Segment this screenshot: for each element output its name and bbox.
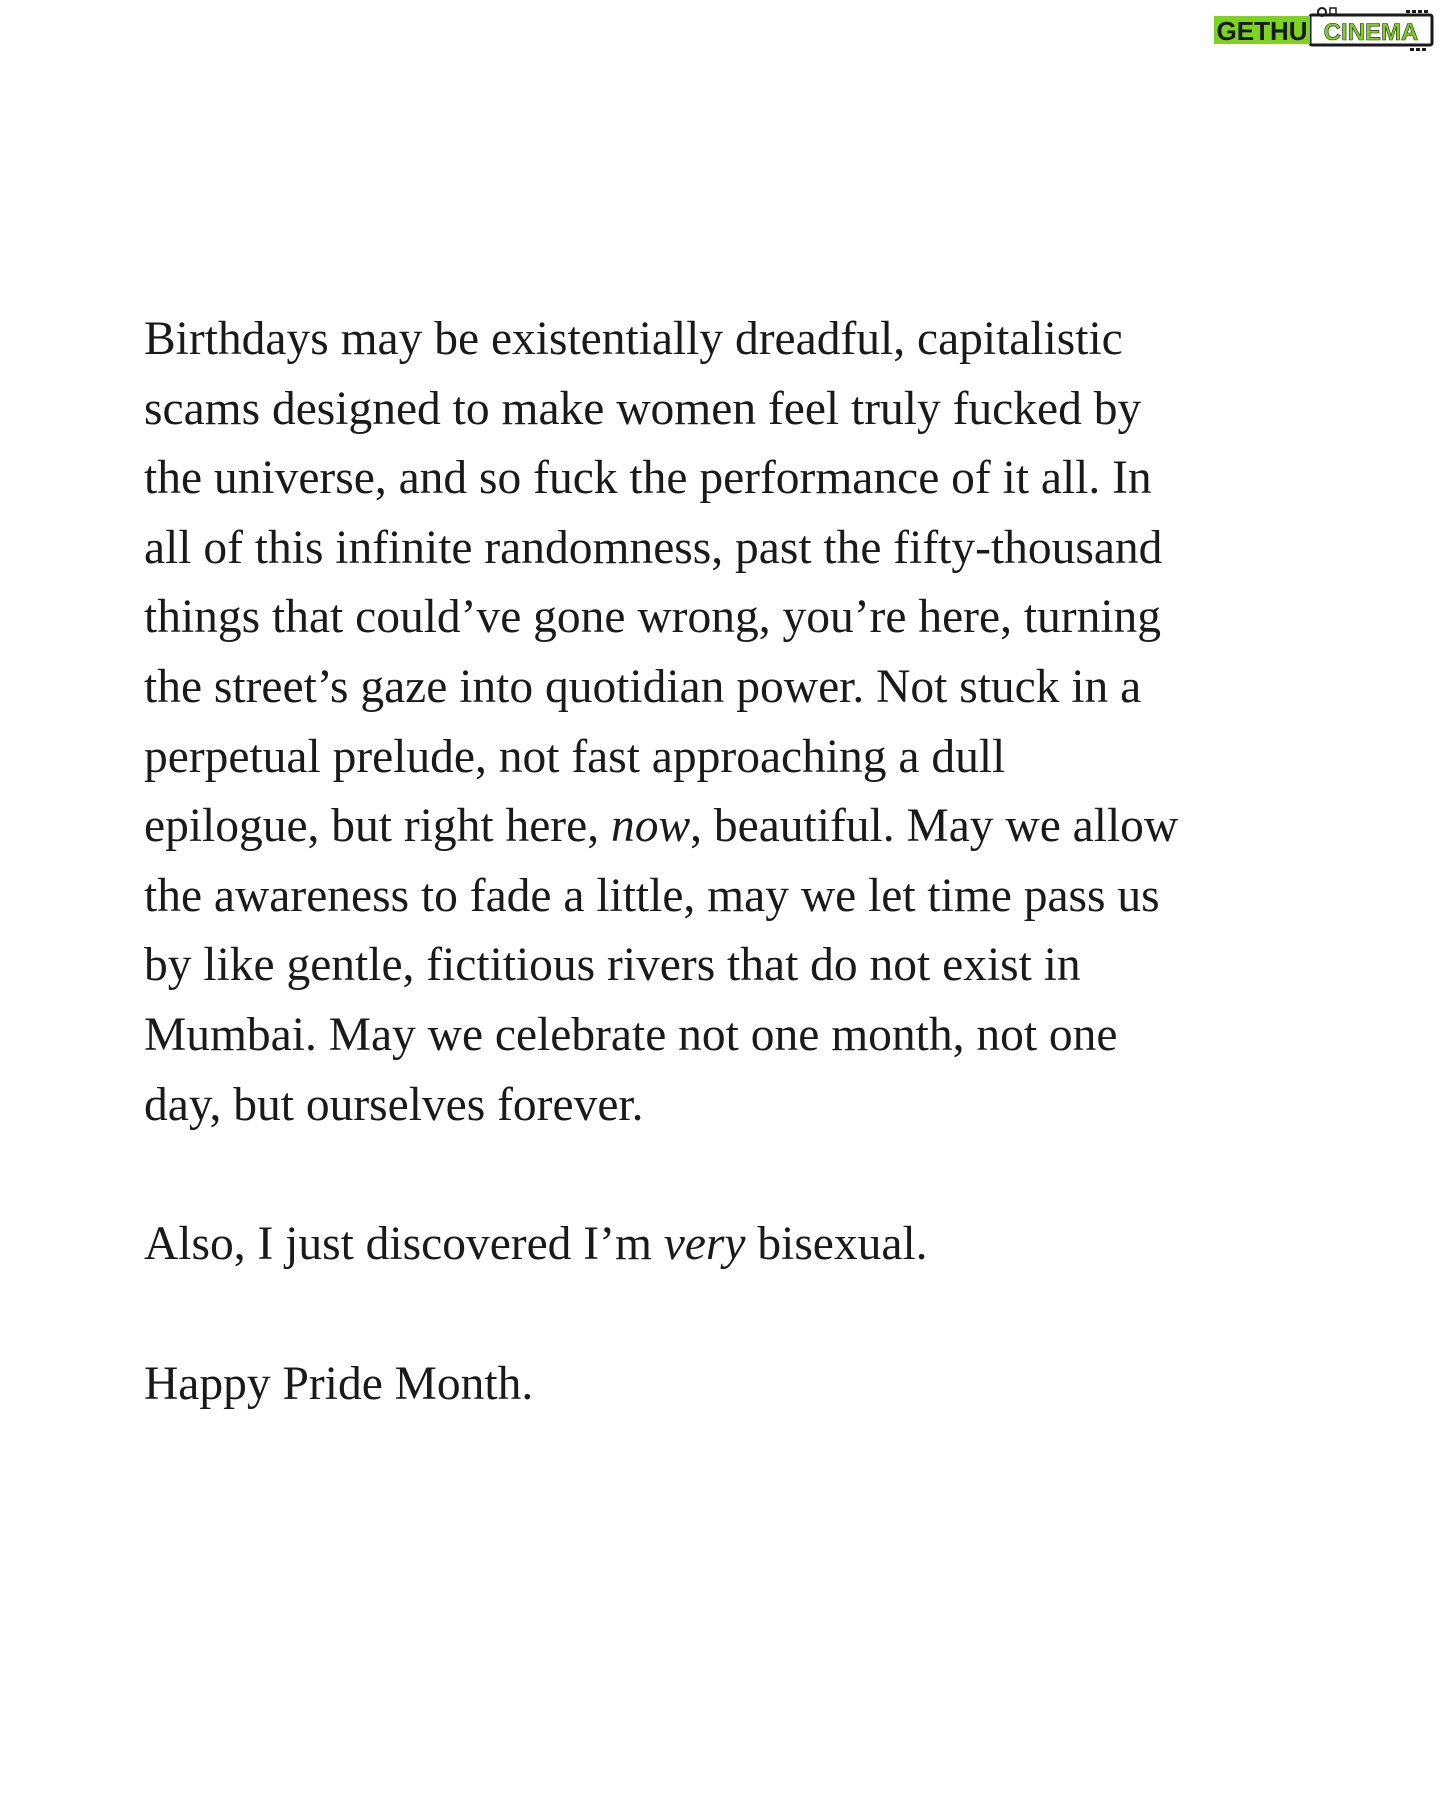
logo-brand-left: GETHU: [1216, 16, 1308, 46]
emphasized-word: very: [663, 1218, 746, 1271]
text-line: [144, 1071, 1324, 1141]
text-line: [144, 1001, 1324, 1071]
text-line: [144, 1350, 1324, 1420]
paragraph-2: [144, 1210, 1324, 1280]
text-segment: Mumbai. May we celebrate not one month, not one: [144, 1008, 1118, 1061]
text-segment: bisexual.: [745, 1218, 928, 1271]
text-segment: the universe, and so fuck the performance of it all. In: [144, 452, 1152, 505]
text-line: [144, 931, 1324, 1001]
text-segment: scams designed to make women feel truly fucked by: [144, 382, 1142, 435]
text-segment: , beautiful. May we allow: [690, 800, 1179, 853]
text-line: [144, 862, 1324, 932]
film-camera-logo-icon: [1210, 6, 1436, 62]
text-line: [144, 444, 1324, 514]
text-line: [144, 1210, 1324, 1280]
text-line: [144, 723, 1324, 793]
letter-body: [144, 305, 1324, 1489]
text-segment: perpetual prelude, not fast approaching a dull: [144, 730, 1006, 783]
paragraph-1: [144, 305, 1324, 1140]
emphasized-word: now: [610, 800, 691, 853]
text-segment: the awareness to fade a little, may we let time pass us: [144, 869, 1160, 922]
text-segment: Also, I just discovered I’m: [144, 1218, 664, 1271]
text-line: [144, 653, 1324, 723]
text-segment: by like gentle, fictitious rivers that do not exist in: [144, 939, 1081, 992]
text-segment: all of this infinite randomness, past the fifty-thousand: [144, 521, 1163, 574]
text-segment: epilogue, but right here,: [144, 800, 611, 853]
text-line: [144, 514, 1324, 584]
text-line: [144, 305, 1324, 375]
text-segment: Birthdays may be existentially dreadful, capitalistic: [144, 313, 1123, 365]
logo-brand-right: CINEMA: [1323, 19, 1419, 46]
text-line: [144, 583, 1324, 653]
text-segment: the street’s gaze into quotidian power. Not stuck in a: [144, 660, 1142, 713]
text-segment: day, but ourselves forever.: [144, 1078, 644, 1131]
paragraph-3: [144, 1350, 1324, 1420]
gethu-cinema-logo: [1210, 6, 1436, 62]
text-line: [144, 792, 1324, 862]
text-segment: Happy Pride Month.: [144, 1357, 534, 1410]
text-segment: things that could’ve gone wrong, you’re here, turning: [144, 591, 1162, 644]
text-line: [144, 375, 1324, 445]
